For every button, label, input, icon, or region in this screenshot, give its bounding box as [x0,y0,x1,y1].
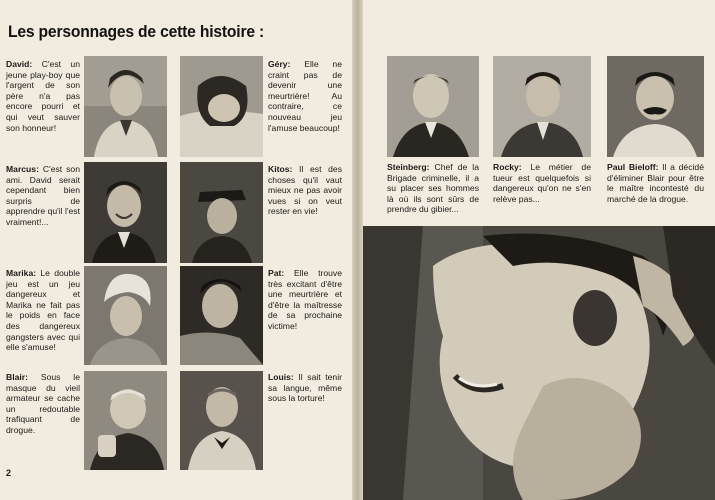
portrait-rocky [493,56,591,157]
caption-kitos: Kitos: Il est des choses qu'il vaut mieux ne pas avoir vues si on veut rester en vie! [268,164,342,217]
caption-louis: Louis: Il sait tenir sa langue, même sous la torture! [268,372,342,404]
caption-gery: Géry: Elle ne craint pas de devenir une meurtrière! Au contraire, ce nouveau jeu l'amuse beaucoup! [268,59,342,133]
portrait-steinberg [387,56,479,157]
portrait-louis [180,371,263,470]
page-title: Les personnages de cette histoire : [8,22,265,41]
portrait-bieloff [607,56,704,157]
caption-pat: Pat: Elle trouve très excitant d'être une meurtrière et d'être la maîtresse de sa prochaine victime! [268,268,342,331]
portrait-marika [84,266,167,365]
portrait-blair [84,371,167,470]
portrait-david [84,56,167,157]
caption-bieloff: Paul Bieloff: Il a décidé d'éliminer Blair pour être le maître incontesté du marché de la drogue. [607,162,704,204]
portrait-gery [180,56,263,157]
caption-steinberg: Steinberg: Chef de la Brigade criminelle, il a su placer ses hommes là où ils sont sûrs de prendre du gibier... [387,162,479,215]
caption-rocky: Rocky: Le métier de tueur est quelquefois si dangereux qu'on ne s'en relève pas... [493,162,591,204]
torture-scene [363,226,715,500]
caption-blair: Blair: Sous le masque du vieil armateur se cache un redoutable trafiquant de drogue. [6,372,80,435]
caption-marika: Marika: Le double jeu est un jeu dangereux et Marika ne fait pas le poids en face des dangereux gangsters avec qui elle s'amuse! [6,268,80,353]
book-gutter [352,0,363,500]
portrait-kitos [180,162,263,263]
page-number: 2 [6,468,12,478]
caption-marcus: Marcus: C'est son ami. David serait cependant bien surpris de apprendre qu'il l'est vraiment!... [6,164,80,227]
caption-david: David: C'est un jeune play-boy que l'argent de son père n'a pas encore pourri et qui veut sauver son honneur! [6,59,80,133]
portrait-pat [180,266,263,365]
portrait-marcus [84,162,167,263]
